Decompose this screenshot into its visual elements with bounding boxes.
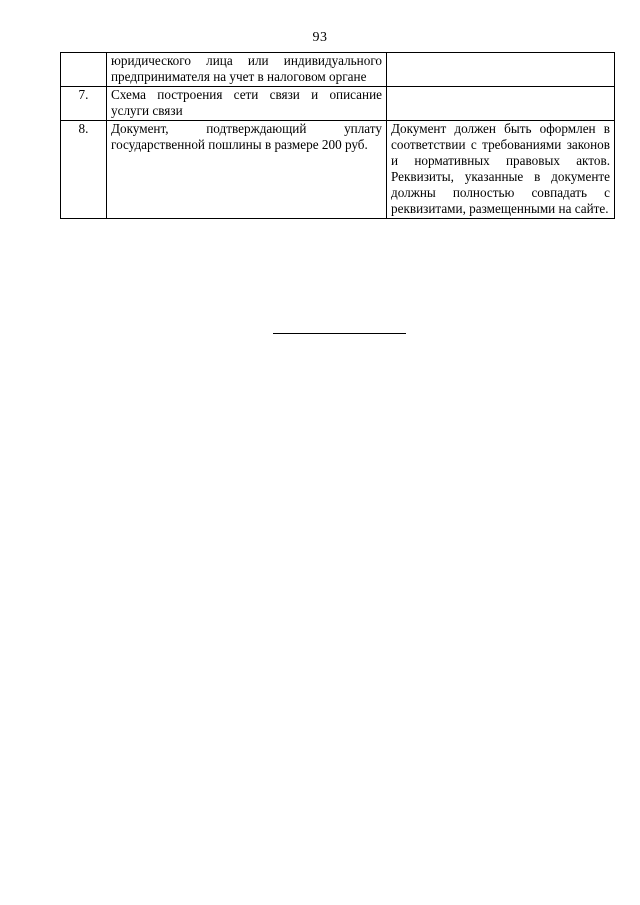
document-name: Документ, подтверждающий уплату государственной пошлины в размере 200 руб. [107, 121, 387, 219]
page-number: 93 [312, 30, 328, 45]
table-row [61, 87, 615, 121]
document-requirements [387, 87, 615, 121]
document-name: юридического лица или индивидуального предпринимателя на учет в налоговом органе [107, 53, 387, 87]
row-number: 7. [61, 87, 107, 121]
row-number: 8. [61, 121, 107, 219]
document-name: Схема построения сети связи и описание услуги связи [107, 87, 387, 121]
documents-table [60, 52, 615, 219]
table-row [61, 53, 615, 87]
document-requirements: Документ должен быть оформлен в соответствии с требованиями законов и нормативных правовых актов. Реквизиты, указанные в документе должны полностью совпадать с реквизитами, размещенными на сайте. [387, 121, 615, 219]
row-number [61, 53, 107, 87]
document-requirements [387, 53, 615, 87]
end-of-document-rule [273, 333, 406, 334]
table-row [61, 121, 615, 219]
